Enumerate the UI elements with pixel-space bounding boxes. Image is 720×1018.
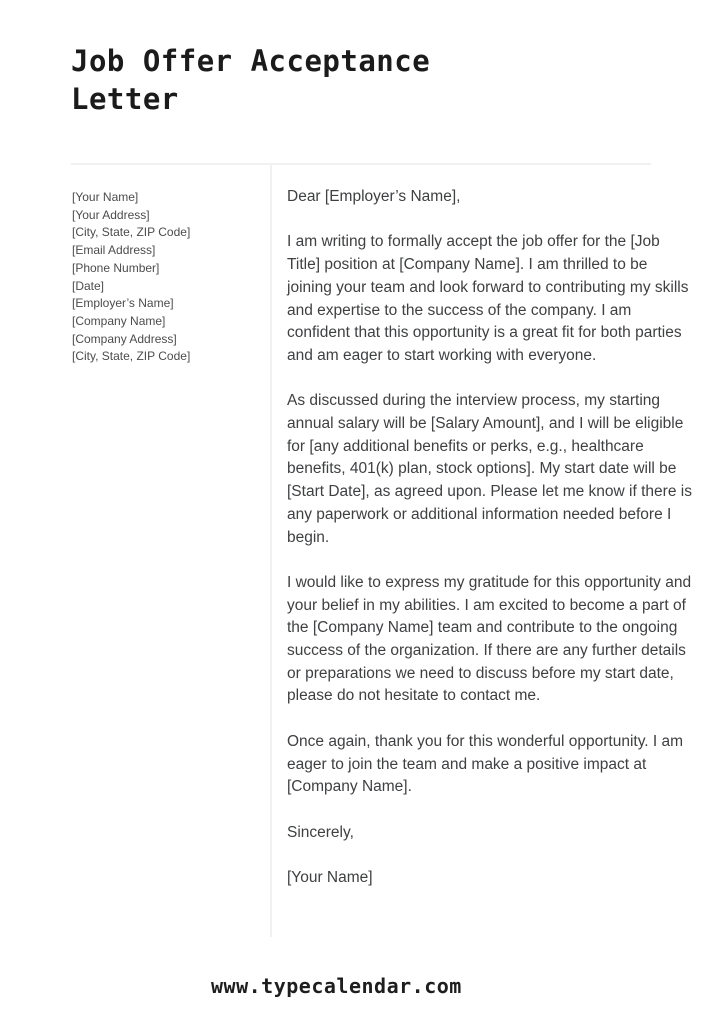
- letter-paragraph: As discussed during the interview process, my starting annual salary will be [Salary Amount], and I will be eligible for [any additional benefits or perks, e.g., healthcare benefits, 401(k) plan, stock options]. My start date will be [Start Date], as agreed upon. Please let me know if there is any paperwork or additional information needed before I begin.: [287, 392, 692, 546]
- sender-email-line: [Email Address]: [72, 243, 156, 258]
- company-city-state-zip-line: [City, State, ZIP Code]: [72, 349, 191, 364]
- company-address-line: [Company Address]: [72, 331, 177, 346]
- date-line: [Date]: [72, 278, 105, 293]
- letter-salutation: Dear [Employer’s Name],: [287, 188, 461, 205]
- header-divider: [71, 163, 651, 165]
- letter-paragraph: Once again, thank you for this wonderful opportunity. I am eager to join the team and make a positive impact at [Company Name].: [287, 732, 684, 796]
- sender-city-state-zip-line: [City, State, ZIP Code]: [72, 225, 191, 240]
- sender-name-line: [Your Name]: [72, 190, 139, 204]
- letter-signature: [Your Name]: [287, 869, 373, 886]
- employer-name-line: [Employer’s Name]: [72, 296, 174, 311]
- letter-paragraph: I am writing to formally accept the job offer for the [Job Title] position at [Company Name]. I am thrilled to be joining your team and look forward to contributing my skills and expertise to the success of the company. I am confident that this opportunity is a great fit for both parties and am eager to start working with everyone.: [287, 233, 689, 364]
- website-url: www.typecalendar.com: [211, 974, 462, 998]
- sender-address-line: [Your Address]: [72, 207, 150, 222]
- letter-closing: Sincerely,: [287, 823, 354, 841]
- document-title: Job Offer Acceptance Letter: [71, 44, 431, 116]
- column-divider: [270, 163, 272, 937]
- sender-contact-block: [72, 189, 252, 366]
- letter-body: [287, 186, 695, 890]
- company-name-line: [Company Name]: [72, 313, 166, 328]
- sender-phone-line: [Phone Number]: [72, 260, 160, 275]
- letter-paragraph: I would like to express my gratitude for this opportunity and your belief in my abilities. I am excited to become a part of the [Company Name] team and contribute to the ongoing success of the organization. If there are any further details or preparations we need to discuss before my start date, please do not hesitate to contact me.: [287, 573, 692, 705]
